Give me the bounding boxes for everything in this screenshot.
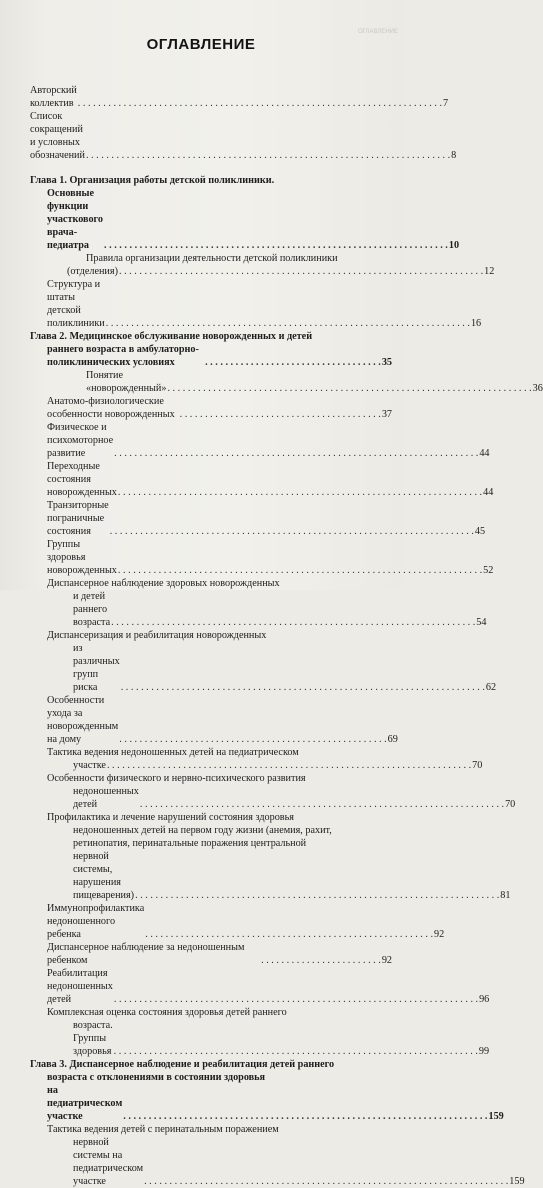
toc-entry-title: Реабилитация недоношенных детей xyxy=(47,968,113,1005)
toc-entry xyxy=(30,265,495,278)
toc-entry-title: Глава 1. Организация работы детской поликлиники. xyxy=(30,175,275,186)
toc-entry-title: Диспансерное наблюдение за недоношенным ребенком xyxy=(47,942,245,966)
toc-entry xyxy=(30,642,497,694)
toc-leader-dots: . . . . . . . . . . . . . . . . . . . . . . . . . . . . . . . . . . . . . . . . . . . . . . . . . . . . . . . . . . . . . . . . . . . . . . . . xyxy=(118,266,484,277)
toc-page-number: 36 xyxy=(532,383,543,394)
toc-entry xyxy=(30,941,392,967)
toc-entry xyxy=(30,369,543,395)
toc-entry xyxy=(30,1019,490,1058)
show-through-line: ОГЛАВЛЕНИЕ xyxy=(357,29,398,35)
toc-entry xyxy=(30,84,449,110)
toc-entry xyxy=(30,421,490,460)
toc-leader-dots: . . . . . . . . . . . . . . . . . . . . . . . . . . . . . . . . . . . . . . . . . . . . . . . . . . . . . . . . . . . . . . . . . . . . . . . . xyxy=(117,487,483,498)
toc-leader-dots: . . . . . . . . . . . . . . . . . . . . . . . . . . . . . . . . . . . . . . . . . . . . . . . . . . . . . . . . . . . . . . . . . . . . . . . . xyxy=(117,565,483,576)
toc-entry xyxy=(30,746,392,759)
toc-chapter-heading xyxy=(30,187,460,252)
toc-page-number: 70 xyxy=(505,799,516,810)
toc-leader-dots: . . . . . . . . . . . . . . . . . . . . . . . . . . . . . . . . . . . . . . . . . . . . . . . . . . . . . . . . . . . . . . . . . . . . . . . . xyxy=(105,318,470,329)
toc-leader-dots: . . . . . . . . . . . . . . . . . . . . . . . . . . . . . . . . . . . . . . . . . . . . . . . . . . . . . . . . . . . . . . . . . . . . . . . . xyxy=(111,617,476,628)
toc-entry-title: Диспансеризация и реабилитация новорожденных xyxy=(47,630,267,641)
toc-page-number: 70 xyxy=(472,760,483,771)
toc-chapter-heading xyxy=(30,174,392,187)
toc-entry xyxy=(30,395,392,421)
toc-page-number: 35 xyxy=(381,357,392,368)
toc-entry-title: (отделения) xyxy=(67,266,118,277)
toc-page-number: 52 xyxy=(483,565,494,576)
toc-entry xyxy=(30,811,392,824)
toc-entry xyxy=(30,1136,525,1188)
toc-entry-title: раннего возраста в амбулаторно-поликлинических условиях xyxy=(47,344,199,368)
toc-leader-dots: . . . . . . . . . . . . . . . . . . . . . . . . . . . . . . . . . . . . . . . . xyxy=(179,409,381,420)
toc-entry-title: Глава 3. Диспансерное наблюдение и реабилитация детей раннего xyxy=(30,1059,335,1070)
toc-leader-dots: . . . . . . . . . . . . . . . . . . . . . . . . . . . . . . . . . . . . . . . . . . . . . . . . . . . . . . . . . . . . . . . . . . . . . . . . xyxy=(114,448,479,459)
toc-entry xyxy=(30,629,392,642)
toc-chapter-heading xyxy=(30,343,392,369)
page-title: ОГЛАВЛЕНИЕ xyxy=(146,36,256,53)
toc-entry-title: Особенности ухода за новорожденным на дому xyxy=(47,695,119,745)
toc-entry-title: Глава 2. Медицинское обслуживание новорожденных и детей xyxy=(30,331,313,342)
toc-page-number: 96 xyxy=(479,994,490,1005)
toc-page-number: 92 xyxy=(434,929,445,940)
toc-entry-title: участке xyxy=(73,760,106,771)
toc-chapter-heading xyxy=(30,330,392,343)
toc-page-number: 8 xyxy=(451,150,457,161)
toc-entry-title: Структура и штаты детской поликлиники xyxy=(47,279,105,329)
toc-leader-dots: . . . . . . . . . . . . . . . . . . . . . . . . . . . . . . . . . . . . . . . . . . . . . . . . . . . . . . . . . . . . . . . . . . . . . . . . xyxy=(85,150,451,161)
toc-chapter-heading xyxy=(30,1084,504,1123)
toc-page-number: 7 xyxy=(443,98,449,109)
toc-entry xyxy=(30,824,392,837)
toc-entry xyxy=(30,110,457,162)
toc-entry xyxy=(30,278,482,330)
toc-entry xyxy=(30,759,483,772)
toc-entry xyxy=(30,837,392,850)
toc-page-number: 44 xyxy=(483,487,494,498)
toc-entry-title: Список сокращений и условных обозначений xyxy=(30,111,85,161)
toc-page-number: 92 xyxy=(381,955,392,966)
toc-entry xyxy=(30,785,516,811)
toc-leader-dots: . . . . . . . . . . . . . . . . . . . . . . . . . . . . . . . . . . . . . . . . . . . . . . . . . . . . . . . . . . . . . . . . . . . . . . . . xyxy=(144,1176,509,1187)
toc-entry-title: недоношенных детей на первом году жизни (анемия, рахит, xyxy=(73,825,332,836)
toc-entry xyxy=(30,252,392,265)
toc-entry-title: Правила организации деятельности детской поликлиники xyxy=(86,253,338,264)
toc-page-number: 81 xyxy=(500,890,511,901)
toc-leader-dots: . . . . . . . . . . . . . . . . . . . . . . . . . . . . . . . . . . . . . . . . . . . . . . . . . . . . . . . . . xyxy=(145,929,434,940)
toc-page-number: 44 xyxy=(479,448,490,459)
toc-entry-title: Понятие «новорожденный» xyxy=(86,370,167,394)
toc-page-number: 37 xyxy=(381,409,392,420)
toc-page-number: 159 xyxy=(488,1111,504,1122)
toc-entry-title: Тактика ведения детей с перинатальным поражением xyxy=(47,1124,279,1135)
toc-entry xyxy=(30,694,398,746)
toc-entry-title: на педиатрическом участке xyxy=(47,1085,123,1122)
toc-entry-title: Авторский коллектив xyxy=(30,85,77,109)
toc-entry-title: Диспансерное наблюдение здоровых новорожденных xyxy=(47,578,280,589)
toc-entry xyxy=(30,499,486,538)
toc-page-number: 159 xyxy=(509,1176,525,1187)
toc-entry-title: Транзиторные пограничные состояния xyxy=(47,500,109,537)
toc-entry-title: Основные функции участкового врача-педиатра xyxy=(47,188,104,251)
toc-entry-title: Тактика ведения недоношенных детей на педиатрическом xyxy=(47,747,299,758)
toc-leader-dots: . . . . . . . . . . . . . . . . . . . . . . . . . . . . . . . . . . . . . . . . . . . . . . . . . . . . . . . . . . . . . . . . . . . . . . . . xyxy=(167,383,532,394)
toc-page-number: 54 xyxy=(476,617,487,628)
toc-entry-title: из различных групп риска xyxy=(73,643,120,693)
toc-entry xyxy=(30,902,445,941)
toc-entry-title: Группы здоровья новорожденных xyxy=(47,539,117,576)
toc-chapter-heading xyxy=(30,1071,392,1084)
toc-entry-title: нервной системы, нарушения пищеварения) xyxy=(73,851,135,901)
toc-page-number: 16 xyxy=(470,318,482,329)
toc-chapter-heading xyxy=(30,1058,392,1071)
toc-entry xyxy=(30,1123,392,1136)
toc-leader-dots: . . . . . . . . . . . . . . . . . . . . . . . . . . . . . . . . . . . . . . . . . . . . . . . . . . . . . . . . . . . . . . . . . . . . . . . . xyxy=(135,890,500,901)
toc-entry-title: возраста с отклонениями в состоянии здоровья xyxy=(47,1072,266,1083)
toc-entry xyxy=(30,577,392,590)
toc-entry-title: Особенности физического и нервно-психического развития xyxy=(47,773,306,784)
toc-entry-title: Физическое и психомоторное развитие xyxy=(47,422,114,459)
toc-leader-dots: . . . . . . . . . . . . . . . . . . . . . . . . . . . . . . . . . . . . . . . . . . . . . . . . . . . . . . . . . . . . . . . . . . . . . . . . xyxy=(109,526,474,537)
toc-leader-dots: . . . . . . . . . . . . . . . . . . . . . . . . . . . . . . . . . . . . . . . . . . . . . . . . . . . . . . . . . . . . . . . . . . . . . . . . xyxy=(113,1046,478,1057)
toc-page-number: 99 xyxy=(478,1046,490,1057)
toc-page-number: 10 xyxy=(448,240,460,251)
toc-leader-dots: . . . . . . . . . . . . . . . . . . . . . . . . . . . . . . . . . . . . . . . . . . . . . . . . . . . . . . . . . . . . . . . . . . . . . . . . xyxy=(120,682,485,693)
table-of-contents xyxy=(30,84,543,1188)
toc-leader-dots: . . . . . . . . . . . . . . . . . . . . . . . . . . . . . . . . . . . . . . . . . . . . . . . . . . . . . xyxy=(119,734,387,745)
toc-leader-dots: . . . . . . . . . . . . . . . . . . . . . . . . . . . . . . . . . . . . . . . . . . . . . . . . . . . . . . . . . . . . . . . . . . . . . . . . xyxy=(123,1111,488,1122)
toc-leader-dots: . . . . . . . . . . . . . . . . . . . . . . . . . . . . . . . . . . . . . . . . . . . . . . . . . . . . . . . . . . . . . . . . . . . . xyxy=(104,240,448,251)
toc-entry-title: Переходные состояния новорожденных xyxy=(47,461,117,498)
toc-entry xyxy=(30,538,494,577)
toc-leader-dots: . . . . . . . . . . . . . . . . . . . . . . . . . . . . . . . . . . . . . . . . . . . . . . . . . . . . . . . . . . . . . . . . . . . . . . . . xyxy=(113,994,479,1005)
toc-entry-title: ретинопатия, перинатальные поражения центральной xyxy=(73,838,307,849)
toc-entry xyxy=(30,967,490,1006)
toc-page-number: 45 xyxy=(474,526,486,537)
toc-leader-dots: . . . . . . . . . . . . . . . . . . . . . . . . . . . . . . . . . . . . . . . . . . . . . . . . . . . . . . . . . . . . . . . . . . . . . . . . xyxy=(139,799,505,810)
show-through-text xyxy=(342,28,398,36)
toc-entry-title: Иммунопрофилактика недоношенного ребенка xyxy=(47,903,145,940)
toc-entry-title: Анатомо-физиологические особенности новорожденных xyxy=(47,396,175,420)
toc-page-number: 69 xyxy=(387,734,398,745)
toc-entry xyxy=(30,850,511,902)
toc-leader-dots: . . . . . . . . . . . . . . . . . . . . . . . . . . . . . . . . . . . . . . . . . . . . . . . . . . . . . . . . . . . . . . . . . . . . . . . . xyxy=(77,98,442,109)
toc-entry xyxy=(30,772,392,785)
toc-entry-title: и детей раннего возраста xyxy=(73,591,111,628)
toc-entry-title: недоношенных детей xyxy=(73,786,139,810)
toc-entry-title: возраста. Группы здоровья xyxy=(73,1020,113,1057)
toc-entry xyxy=(30,460,494,499)
toc-entry xyxy=(30,590,487,629)
toc-leader-dots: . . . . . . . . . . . . . . . . . . . . . . . . . . . . . . . . . . . xyxy=(205,357,381,368)
toc-entry xyxy=(30,1006,392,1019)
toc-leader-dots: . . . . . . . . . . . . . . . . . . . . . . . . xyxy=(261,955,381,966)
toc-page-number: 62 xyxy=(485,682,497,693)
toc-page-number: 12 xyxy=(484,266,495,277)
toc-entry-title: нервной системы на педиатрическом участке xyxy=(73,1137,144,1187)
toc-leader-dots: . . . . . . . . . . . . . . . . . . . . . . . . . . . . . . . . . . . . . . . . . . . . . . . . . . . . . . . . . . . . . . . . . . . . . . . . xyxy=(106,760,472,771)
toc-entry-title: Комплексная оценка состояния здоровья детей раннего xyxy=(47,1007,287,1018)
toc-entry-title: Профилактика и лечение нарушений состояния здоровья xyxy=(47,812,294,823)
